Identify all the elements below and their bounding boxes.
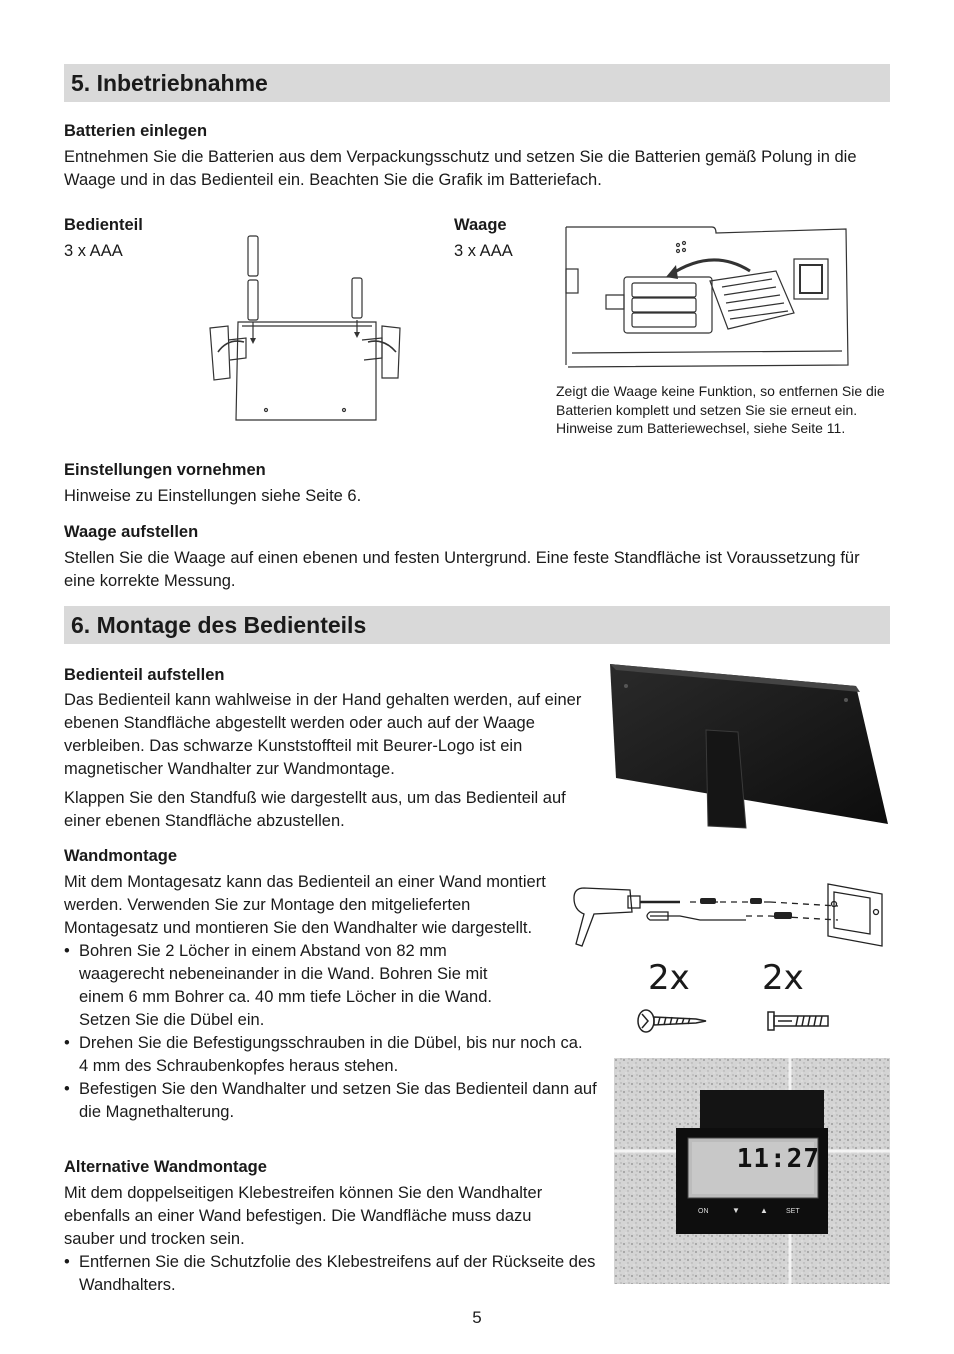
wall-heading: Wandmontage — [64, 847, 178, 865]
dowel-icon — [764, 1008, 832, 1034]
batteries-text: Entnehmen Sie die Batterien aus dem Verpackungsschutz und setzen Sie die Batterien gemäß Polung in die Waage und in das Bedienteil ein. Beachten Sie die Grafik im Batteriefach. — [64, 148, 857, 189]
stand-paragraph-2: Klappen Sie den Standfuß wie dargestellt aus, um das Bedienteil auf einer ebenen Standfläche abzustellen. — [64, 789, 566, 830]
stand-heading: Bedienteil aufstellen — [64, 666, 225, 684]
alt-bullets — [64, 1251, 604, 1297]
waage-label: Waage — [454, 216, 507, 234]
bedienteil-count: 3 x AAA — [64, 242, 123, 260]
section-5-title: 5. Inbetriebnahme — [71, 70, 268, 96]
display-up-button: ▲ — [760, 1206, 768, 1215]
section-6-header — [64, 606, 890, 644]
bedienteil-battery-illustration — [206, 230, 406, 430]
settings-text: Hinweise zu Einstellungen siehe Seite 6. — [64, 487, 362, 505]
wall-text — [64, 871, 604, 1124]
wall-bullet-3: • Befestigen Sie den Wandhalter und setzen Sie das Bedienteil dann auf die Magnethalterung. — [64, 1078, 604, 1124]
page-number: 5 — [472, 1308, 482, 1327]
display-on-button: ON — [698, 1208, 709, 1215]
screws-quantity: 2x — [648, 958, 690, 998]
drill-mounting-illustration — [570, 880, 885, 950]
alt-bullet-1: • Entfernen Sie die Schutzfolie des Klebestreifens auf der Rückseite des Wandhalters. — [64, 1251, 604, 1297]
section-6-title: 6. Montage des Bedienteils — [71, 612, 367, 638]
waage-count: 3 x AAA — [454, 242, 513, 260]
wall-mounted-display-image — [614, 1058, 890, 1284]
alt-intro: Mit dem doppelseitigen Klebestreifen können Sie den Wandhalter ebenfalls an einer Wand befestigen. Die Wandfläche muss dazu sauber und trocken sein. — [64, 1184, 543, 1248]
settings-heading: Einstellungen vornehmen — [64, 461, 266, 479]
alt-text — [64, 1182, 604, 1297]
display-time: 11:27 — [736, 1144, 820, 1174]
section-5-header — [64, 64, 890, 102]
waage-battery-illustration — [562, 225, 852, 370]
control-unit-stand-image — [606, 660, 891, 835]
wall-intro: Mit dem Montagesatz kann das Bedienteil an einer Wand montiert werden. Verwenden Sie zur Montage den mitgelieferten Montagesatz und montieren Sie den Wandhalter wie dargestellt. — [64, 873, 546, 937]
wall-bullets — [64, 940, 604, 1124]
setup-heading: Waage aufstellen — [64, 523, 199, 541]
dowels-quantity: 2x — [762, 958, 804, 998]
display-down-button: ▼ — [732, 1206, 740, 1215]
alt-heading: Alternative Wandmontage — [64, 1158, 267, 1176]
batteries-heading: Batterien einlegen — [64, 122, 208, 140]
stand-paragraph-1: Das Bedienteil kann wahlweise in der Hand gehalten werden, auf einer ebenen Standfläche abgestellt werden oder auch auf der Waage verbleiben. Das schwarze Kunststoffteil mit Beurer-Logo ist ein magnetischer Wandhalter zur Wandmontage. — [64, 691, 582, 778]
display-set-button: SET — [786, 1208, 800, 1215]
stand-text — [64, 689, 590, 833]
bedienteil-label: Bedienteil — [64, 216, 143, 234]
setup-text: Stellen Sie die Waage auf einen ebenen und festen Untergrund. Eine feste Standfläche ist Voraussetzung für eine korrekte Messung. — [64, 549, 860, 590]
wall-bullet-1: • Bohren Sie 2 Löcher in einem Abstand von 82 mm waagerecht nebeneinander in die Wand. Bohren Sie mit einem 6 mm Bohrer ca. 40 mm tiefe Löcher in die Wand. Setzen Sie die Dübel ein. — [64, 940, 535, 1032]
wall-bullet-2: • Drehen Sie die Befestigungsschrauben in die Dübel, bis nur noch ca. 4 mm des Schraubenkopfes heraus stehen. — [64, 1032, 594, 1078]
battery-note: Zeigt die Waage keine Funktion, so entfernen Sie die Batterien komplett und setzen Sie sie erneut ein. Hinweise zum Batteriewechsel, siehe Seite 11. — [556, 383, 885, 436]
screw-icon — [636, 1008, 708, 1034]
